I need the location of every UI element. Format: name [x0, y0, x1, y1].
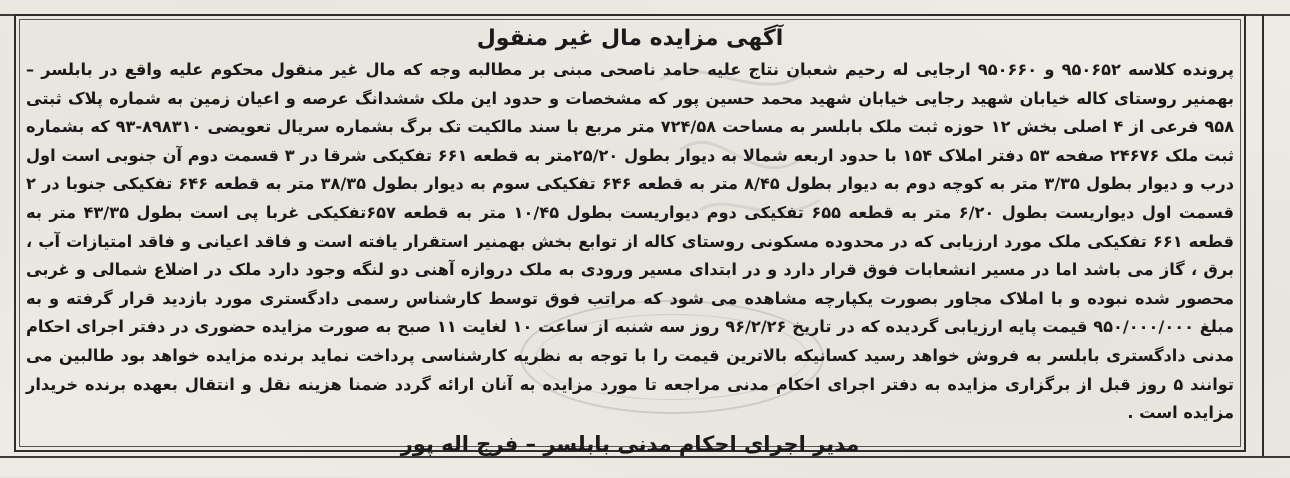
legal-notice [22, 22, 1238, 460]
notice-body: پرونده کلاسه ۹۵۰۶۵۲ و ۹۵۰۶۶۰ ارجایی له رحیم شعبان نتاج علیه حامد ناصحی مبنی بر مطالبه وجه که مال غیر منقول محکوم علیه واقع در بابلسر – بهمنیر روستای کاله خیابان شهید رجایی خیابان شهید محمد حسین پور که مشخصات و حدود این ملک ششدانگ عرصه و اعیان زمین به شماره پلاک ثبتی ۹۵۸ فرعی از ۴ اصلی بخش ۱۲ حوزه ثبت ملک بابلسر به مساحت ۷۲۴/۵۸ متر مربع با سند مالکیت تک برگ بشماره سریال تعویضی ۸۹۸۳۱۰-۹۳ که بشماره ثبت ملک ۲۴۶۷۶ صفحه ۵۳ دفتر املاک ۱۵۴ با حدود اربعه شمالا به دیوار بطول ۲۵/۲۰متر به قطعه ۶۶۱ تفکیکی شرقا در ۳ قسمت دوم آن جنوبی است اول درب و دیوار بطول ۳/۳۵ متر به کوچه دوم به دیوار بطول ۸/۴۵ متر به قطعه ۶۴۶ تفکیکی سوم به دیوار بطول ۳۸/۳۵ متر به قطعه ۶۴۶ تفکیکی جنوبا در ۲ قسمت اول دیواریست بطول ۶/۲۰ متر به قطعه ۶۵۵ تفکیکی دوم دیواریست بطول ۱۰/۴۵ متر به قطعه ۶۵۷تفکیکی غربا پی است بطول ۴۳/۳۵ متر به قطعه ۶۶۱ تفکیکی ملک مورد ارزیابی که در محدوده مسکونی روستای کاله از توابع بخش بهمنیر استقرار یافته است و فاقد اعیانی و فاقد امتیازات آب ، برق ، گاز می باشد اما در مسیر انشعابات فوق قرار دارد و در ابتدای مسیر ورودی به ملک دروازه آهنی دو لنگه وجود دارد ملک در اضلاع شمالی و غربی محصور شده نبوده و با املاک مجاور بصورت یکپارچه مشاهده می شود که مراتب فوق توسط کارشناس رسمی دادگستری مورد بازدید قرار گرفته و به مبلغ ۹۵۰/۰۰۰/۰۰۰ قیمت پایه ارزیابی گردیده که در تاریخ ۹۶/۲/۲۶ روز سه شنبه از ساعت ۱۰ لغایت ۱۱ صبح به صورت مزایده حضوری در دفتر اجرای احکام مدنی دادگستری بابلسر به فروش خواهد رسید کسانیکه بالاترین قیمت را با توجه به نظریه کارشناسی پرداخت نماید برنده مزایده خواهد بود طالبین می توانند ۵ روز قبل از برگزاری مزایده به دفتر اجرای احکام مدنی مراجعه تا مورد مزایده به آنان ارائه گردد ضمنا هزینه نقل و انتقال بعهده برنده خریدار مزایده است . [26, 60, 1235, 423]
adjacent-column-edge [1262, 14, 1290, 456]
bottom-divider [0, 456, 1290, 478]
notice-title: آگهی مزایده مال غیر منقول [476, 26, 784, 51]
notice-signature: مدیر اجرای احکام مدنی بابلسر – فرج اله پور [400, 431, 860, 456]
